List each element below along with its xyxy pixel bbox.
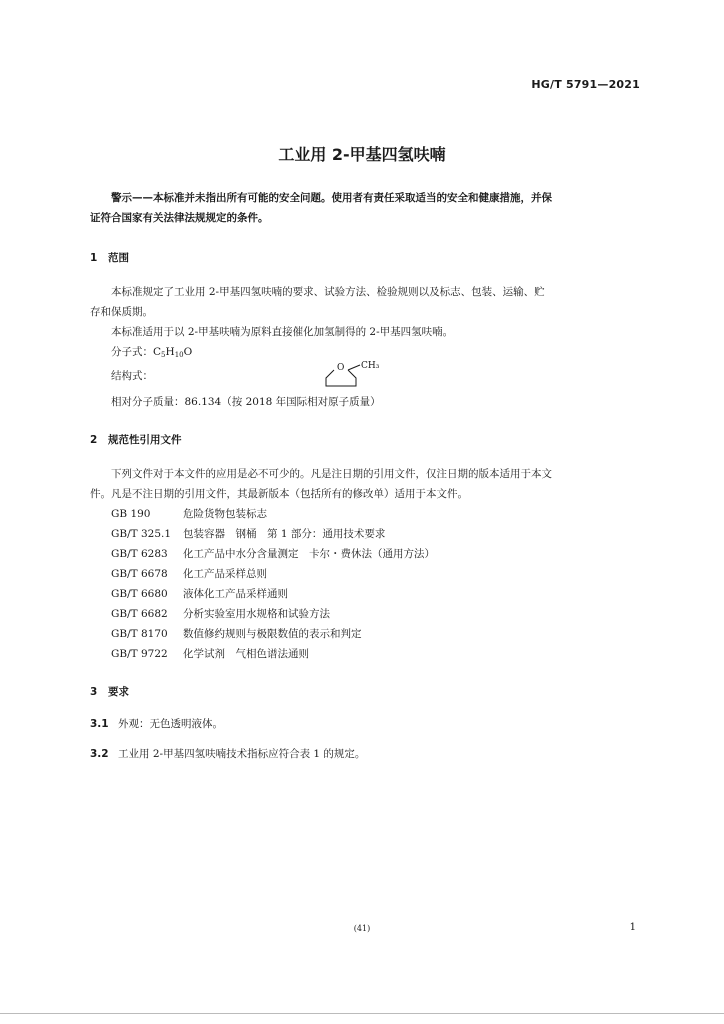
normative-reference: [111, 526, 385, 541]
section-2-heading: [90, 432, 182, 447]
normative-reference: [111, 646, 309, 661]
clause-number: 3.2: [90, 748, 109, 760]
section-number: 1: [90, 252, 98, 264]
normative-reference: [111, 626, 362, 641]
methyl-group-label: CH₃: [361, 361, 380, 371]
clause-3-1: [90, 716, 223, 731]
paragraph-line: 下列文件对于本文件的应用是必不可少的。凡是注日期的引用文件，仅注日期的版本适用于本文: [111, 468, 552, 480]
bottom-divider: [0, 1013, 724, 1014]
formula-element: H: [165, 346, 175, 358]
reference-code: GB/T 6680: [111, 588, 168, 600]
relative-molecular-mass: 相对分子质量：86.134（按 2018 年国际相对原子质量）: [111, 396, 381, 408]
reference-code: GB/T 325.1: [111, 528, 172, 540]
structural-formula-diagram: [322, 356, 392, 390]
section-number: 2: [90, 434, 98, 446]
clause-3-2: [90, 746, 365, 761]
section-title: 要求: [108, 686, 129, 698]
warning-notice: [90, 188, 638, 228]
oxygen-atom-label: O: [337, 363, 345, 373]
section-1-heading: [90, 250, 129, 265]
formula-element: O: [183, 346, 193, 358]
clause-text: 工业用 2-甲基四氢呋喃技术指标应符合表 1 的规定。: [118, 748, 366, 760]
page-number: 1: [629, 922, 636, 933]
reference-code: GB/T 6283: [111, 548, 168, 560]
formula-subscript: 10: [174, 351, 184, 359]
section-3-heading: [90, 684, 129, 699]
standard-code: HG/T 5791—2021: [531, 78, 640, 91]
section-title: 范围: [108, 252, 129, 264]
reference-title: 危险货物包装标志: [183, 508, 267, 520]
normative-reference: [111, 506, 267, 521]
reference-code: GB/T 9722: [111, 648, 168, 660]
formula-label: 分子式：: [111, 346, 153, 358]
reference-code: GB 190: [111, 508, 151, 520]
structural-formula-label: 结构式：: [111, 370, 153, 382]
clause-number: 3.1: [90, 718, 109, 730]
normative-reference: [111, 566, 267, 581]
paragraph-line: 本标准规定了工业用 2-甲基四氢呋喃的要求、试验方法、检验规则以及标志、包装、运输、贮: [111, 286, 545, 298]
reference-code: GB/T 6678: [111, 568, 168, 580]
reference-title: 数值修约规则与极限数值的表示和判定: [183, 628, 362, 640]
warning-line-2: 证符合国家有关法律法规规定的条件。: [90, 212, 269, 224]
document-title: 工业用 2-甲基四氢呋喃: [278, 145, 446, 164]
reference-title: 化工产品采样总则: [183, 568, 267, 580]
section-1-paragraph-1: [90, 282, 642, 322]
warning-line-1: 警示——本标准并未指出所有可能的安全问题。使用者有责任采取适当的安全和健康措施，并保: [111, 192, 552, 204]
paragraph-line: 存和保质期。: [90, 306, 153, 318]
reference-code: GB/T 6682: [111, 608, 168, 620]
reference-title: 化学试剂 气相色谱法通则: [183, 648, 309, 660]
molecular-formula: [111, 344, 192, 359]
formula-element: C: [153, 346, 162, 358]
normative-reference: [111, 606, 330, 621]
reference-title: 包装容器 钢桶 第 1 部分：通用技术要求: [183, 528, 386, 540]
normative-reference: [111, 586, 288, 601]
section-2-paragraph: [90, 464, 642, 504]
methyl-bond: [348, 365, 360, 370]
reference-code: GB/T 8170: [111, 628, 168, 640]
reference-title: 分析实验室用水规格和试验方法: [183, 608, 330, 620]
clause-text: 外观：无色透明液体。: [118, 718, 223, 730]
formula-subscript: 5: [161, 351, 166, 359]
footer-sequence: (41): [353, 924, 371, 933]
section-title: 规范性引用文件: [108, 434, 182, 446]
reference-title: 化工产品中水分含量测定 卡尔・费休法（通用方法）: [183, 548, 435, 560]
reference-title: 液体化工产品采样通则: [183, 588, 288, 600]
section-1-paragraph-2: 本标准适用于以 2-甲基呋喃为原料直接催化加氢制得的 2-甲基四氢呋喃。: [111, 326, 454, 338]
section-number: 3: [90, 686, 98, 698]
paragraph-line: 件。凡是不注日期的引用文件，其最新版本（包括所有的修改单）适用于本文件。: [90, 488, 468, 500]
normative-reference: [111, 546, 435, 561]
